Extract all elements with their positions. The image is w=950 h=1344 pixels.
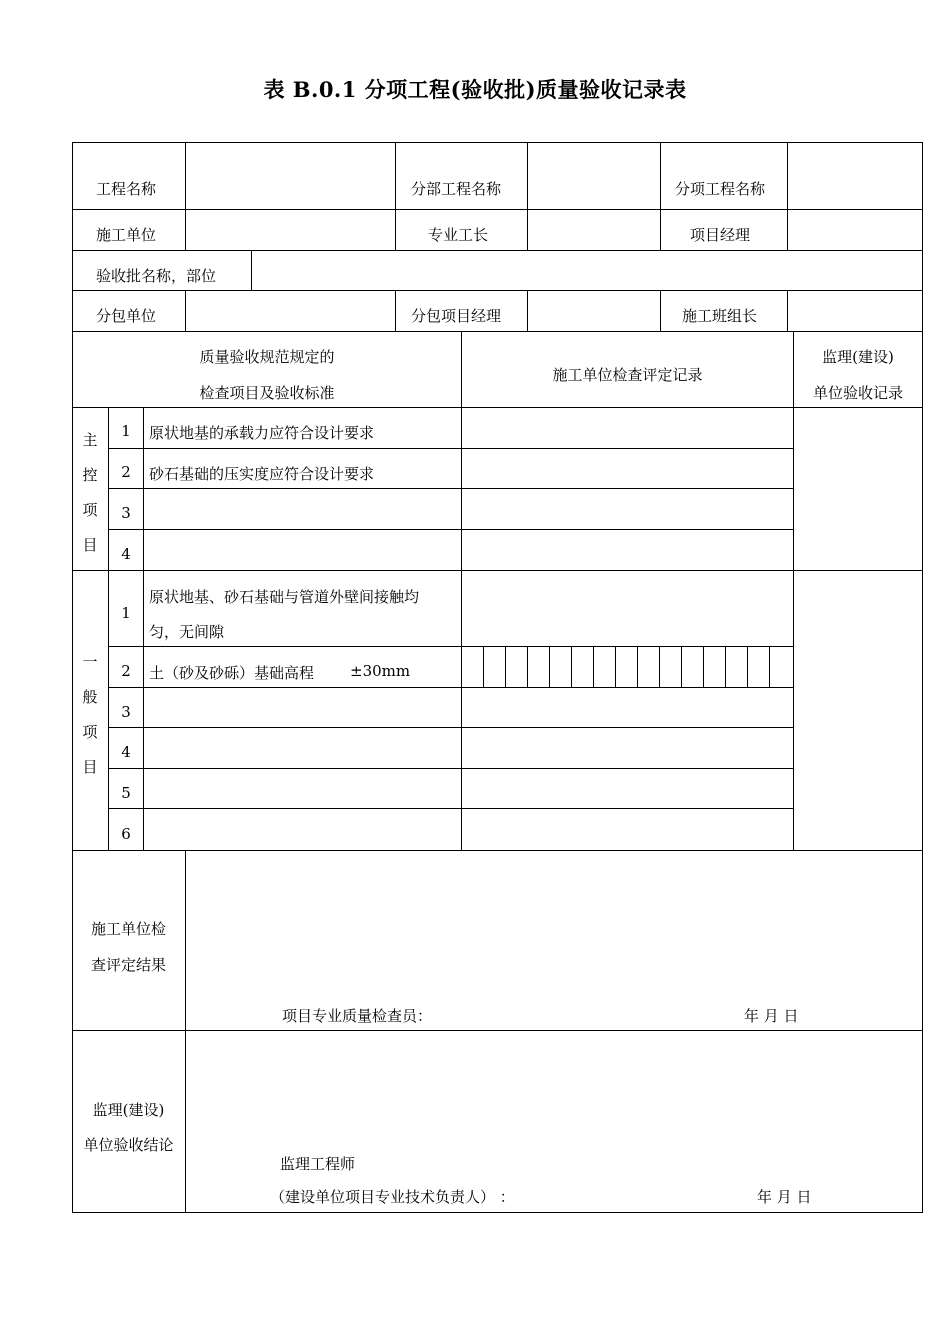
main-item-text-1: 原状地基的承载力应符合设计要求	[149, 424, 375, 442]
general-item-no-1: 1	[121, 604, 131, 622]
supervising-engineer-label: 监理工程师	[280, 1155, 356, 1173]
supervisor-header-line1: 监理(建设)	[822, 348, 894, 366]
general-item-no-4: 4	[121, 743, 131, 761]
main-item-text-2: 砂石基础的压实度应符合设计要求	[149, 465, 375, 483]
main-control-label-4: 目	[82, 536, 98, 554]
team-leader-label: 施工班组长	[682, 307, 758, 325]
main-item-no-2: 2	[121, 463, 131, 481]
quality-acceptance-table	[72, 142, 923, 1213]
contractor-result-label-2: 查评定结果	[90, 956, 166, 974]
standard-header-line1: 质量验收规范规定的	[199, 348, 335, 366]
batch-label: 验收批名称，部位	[96, 267, 217, 285]
general-item-tolerance-2: ±30mm	[350, 662, 411, 680]
subitem-name-label: 分项工程名称	[675, 180, 766, 198]
page-title: 表 B.0.1 分项工程(验收批)质量验收记录表	[263, 77, 687, 102]
standard-header-line2: 检查项目及验收标准	[199, 384, 335, 402]
project-manager-label: 项目经理	[690, 226, 751, 244]
sub-pm-label: 分包项目经理	[411, 307, 502, 325]
supervisor-header-line2: 单位验收记录	[812, 384, 903, 402]
contractor-record-header: 施工单位检查评定记录	[552, 366, 703, 384]
contractor-result-label-1: 施工单位检	[90, 920, 166, 938]
main-control-label-1: 主	[82, 431, 98, 449]
main-item-no-3: 3	[121, 504, 131, 522]
foreman-label: 专业工长	[428, 226, 489, 244]
general-label-1: 一	[82, 653, 98, 671]
main-control-label-2: 控	[82, 466, 98, 484]
general-item-text-2: 土（砂及砂砾）基础高程	[149, 664, 315, 682]
general-item-no-2: 2	[121, 662, 131, 680]
project-name-label: 工程名称	[96, 180, 157, 198]
general-item-text-1a: 原状地基、砂石基础与管道外壁间接触均	[149, 588, 420, 606]
supervisor-conclusion-label-1: 监理(建设)	[92, 1101, 165, 1119]
main-item-no-4: 4	[121, 545, 131, 563]
division-name-label: 分部工程名称	[411, 180, 502, 198]
general-item-no-5: 5	[121, 784, 131, 802]
supervisor-conclusion-label-2: 单位验收结论	[83, 1136, 174, 1154]
contractor-label: 施工单位	[96, 226, 157, 244]
general-label-2: 般	[82, 688, 98, 706]
general-item-text-1b: 匀，无间隙	[149, 623, 225, 641]
general-item-no-3: 3	[121, 703, 131, 721]
general-item-no-6: 6	[121, 825, 131, 843]
quality-inspector-label: 项目专业质量检查员：	[282, 1007, 433, 1025]
contractor-result-date: 年 月 日	[744, 1007, 799, 1025]
general-label-3: 项	[82, 723, 98, 741]
subcontractor-label: 分包单位	[96, 307, 157, 325]
owner-technical-lead-label: （建设单位项目专业技术负责人） ：	[270, 1188, 515, 1206]
general-label-4: 目	[82, 758, 98, 776]
main-control-label-3: 项	[82, 501, 98, 519]
supervisor-conclusion-date: 年 月 日	[757, 1188, 812, 1206]
main-item-no-1: 1	[121, 422, 131, 440]
